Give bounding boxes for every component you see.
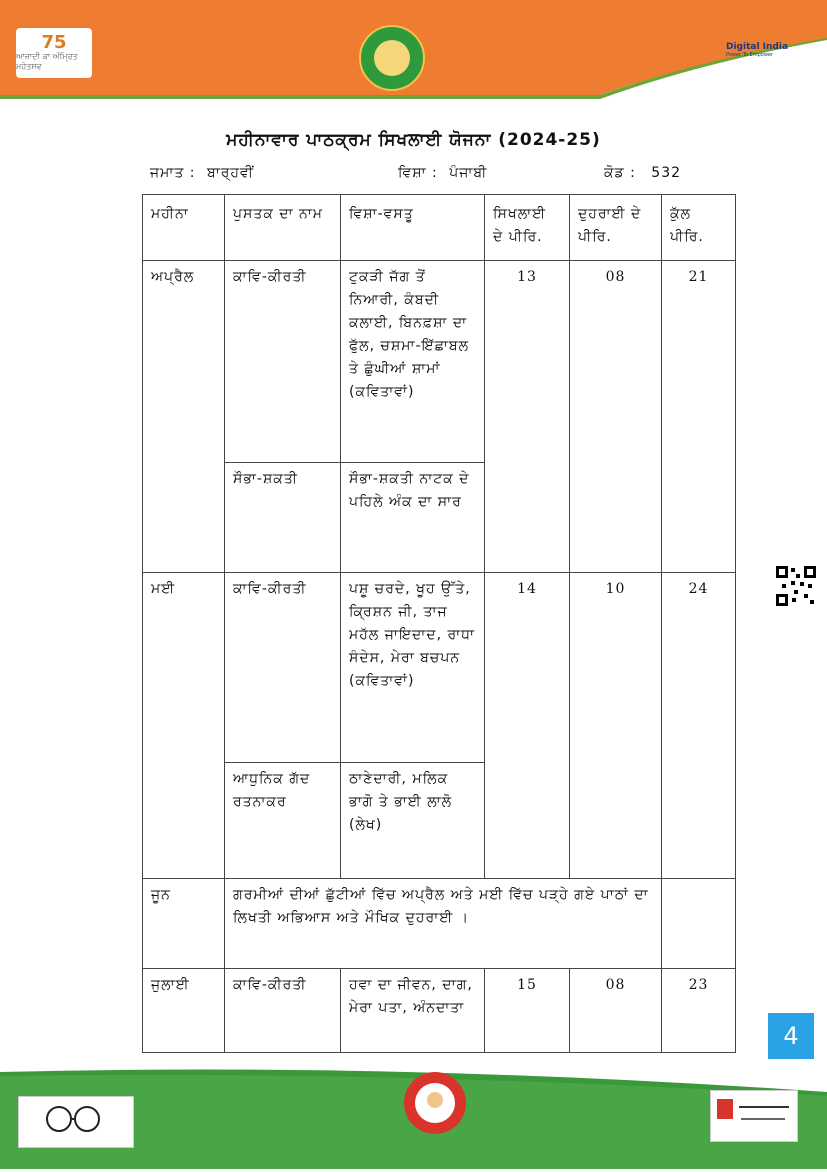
header-month: ਮਹੀਨਾ — [143, 195, 225, 261]
teaching-periods-cell: 14 — [485, 573, 570, 879]
book-cell: ਕਾਵਿ-ਕੀਰਤੀ — [225, 969, 341, 1053]
emblem-icon — [374, 40, 410, 76]
note-cell: ਗਰਮੀਆਂ ਦੀਆਂ ਛੁੱਟੀਆਂ ਵਿੱਚ ਅਪ੍ਰੈਲ ਅਤੇ ਮਈ ਵਿੱਚ ਪੜ੍ਹੇ ਗਏ ਪਾਠਾਂ ਦਾ ਲਿਖਤੀ ਅਭਿਆਸ ਅਤੇ ਮੌਖਿਕ ਦੁਹਰਾਈ । — [225, 879, 662, 969]
total-periods-cell: 21 — [662, 261, 736, 573]
topic-cell: ਪਸ਼ੂ ਚਰਦੇ, ਖੂਹ ਉੱਤੇ, ਕ੍ਰਿਸ਼ਨ ਜੀ, ਤਾਜ ਮਹੱਲ ਜਾਇਦਾਦ, ਰਾਧਾ ਸੰਦੇਸ, ਮੇਰਾ ਬਚਪਨ (ਕਵਿਤਾਵਾਂ) — [341, 573, 485, 763]
month-cell: ਜੁਲਾਈ — [143, 969, 225, 1053]
total-periods-cell: 24 — [662, 573, 736, 879]
page-number: 4 — [768, 1013, 814, 1059]
logo-text: 75 — [41, 32, 67, 53]
code-label: ਕੋਡ : — [604, 165, 636, 181]
right-to-education-logo — [710, 1090, 798, 1142]
azadi-ka-amrit-mahotsav-logo — [16, 28, 92, 78]
teaching-periods-cell: 15 — [485, 969, 570, 1053]
revision-periods-cell: 10 — [570, 573, 662, 879]
code-value: 532 — [651, 165, 682, 181]
month-cell: ਅਪ੍ਰੈਲ — [143, 261, 225, 573]
revision-periods-cell: 08 — [570, 261, 662, 573]
table-row — [143, 879, 736, 969]
empty-cell — [662, 879, 736, 969]
table-row — [143, 969, 736, 1053]
table-header-row — [143, 195, 736, 261]
beti-bachao-logo — [404, 1072, 466, 1134]
class-info — [150, 165, 254, 181]
class-value: ਬਾਰ੍ਹਵੀਂ — [206, 165, 254, 181]
class-label: ਜਮਾਤ : — [150, 165, 196, 181]
header-total-periods: ਕੁੱਲ ਪੀਰਿ. — [662, 195, 736, 261]
book-cell: ਸੌਭਾ-ਸ਼ਕਤੀ — [225, 463, 341, 573]
syllabus-table — [142, 194, 736, 1053]
logo-subtext: Power To Empower — [726, 52, 774, 58]
book-cell: ਕਾਵਿ-ਕੀਰਤੀ — [225, 573, 341, 763]
qr-code-icon — [776, 566, 816, 606]
month-cell: ਮਈ — [143, 573, 225, 879]
samagra-shiksha-logo — [359, 25, 425, 91]
revision-periods-cell: 08 — [570, 969, 662, 1053]
topic-cell: ਟੁਕੜੀ ਜੱਗ ਤੋਂ ਨਿਆਰੀ, ਕੰਬਦੀ ਕਲਾਈ, ਬਿਨਫ਼ਸ਼ਾ ਦਾ ਫੁੱਲ, ਚਸ਼ਮਾ-ਇੱਛਾਬਲ ਤੇ ਛੁੰਘੀਆਂ ਸ਼ਾਮਾਂ (ਕਵਿਤਾਵਾਂ) — [341, 261, 485, 463]
page-title: ਮਹੀਨਾਵਾਰ ਪਾਠਕ੍ਰਮ ਸਿਖਲਾਈ ਯੋਜਨਾ (2024-25) — [226, 130, 601, 150]
digital-india-logo — [726, 32, 792, 68]
subject-info — [398, 165, 487, 181]
topic-cell: ਠਾਣੇਦਾਰੀ, ਮਲਿਕ ਭਾਗੋ ਤੇ ਭਾਈ ਲਾਲੋ (ਲੇਖ) — [341, 763, 485, 879]
header-revision-periods: ਦੁਹਰਾਈ ਦੇ ਪੀਰਿ. — [570, 195, 662, 261]
swachh-bharat-logo — [18, 1096, 134, 1148]
topic-cell: ਹਵਾ ਦਾ ਜੀਵਨ, ਦਾਗ, ਮੇਰਾ ਪਤਾ, ਅੰਨਦਾਤਾ — [341, 969, 485, 1053]
code-info — [604, 165, 681, 181]
teaching-periods-cell: 13 — [485, 261, 570, 573]
logo-subtext: ਆਜ਼ਾਦੀ ਕਾ ਅੰਮ੍ਰਿਤ ਮਹੋਤਸਵ — [16, 52, 78, 71]
header-book: ਪੁਸਤਕ ਦਾ ਨਾਮ — [225, 195, 341, 261]
subject-value: ਪੰਜਾਬੀ — [449, 165, 488, 181]
header-topic: ਵਿਸ਼ਾ-ਵਸਤੂ — [341, 195, 485, 261]
subject-label: ਵਿਸ਼ਾ : — [398, 165, 438, 181]
book-cell: ਆਧੁਨਿਕ ਗੱਦ ਰਤਨਾਕਰ — [225, 763, 341, 879]
month-cell: ਜੂਨ — [143, 879, 225, 969]
total-periods-cell: 23 — [662, 969, 736, 1053]
table-row — [143, 573, 736, 763]
topic-cell: ਸੌਭਾ-ਸ਼ਕਤੀ ਨਾਟਕ ਦੇ ਪਹਿਲੇ ਅੰਕ ਦਾ ਸਾਰ — [341, 463, 485, 573]
logo-text: Digital India — [726, 42, 789, 52]
book-cell: ਕਾਵਿ-ਕੀਰਤੀ — [225, 261, 341, 463]
header-teaching-periods: ਸਿਖਲਾਈ ਦੇ ਪੀਰਿ. — [485, 195, 570, 261]
table-row — [143, 261, 736, 463]
